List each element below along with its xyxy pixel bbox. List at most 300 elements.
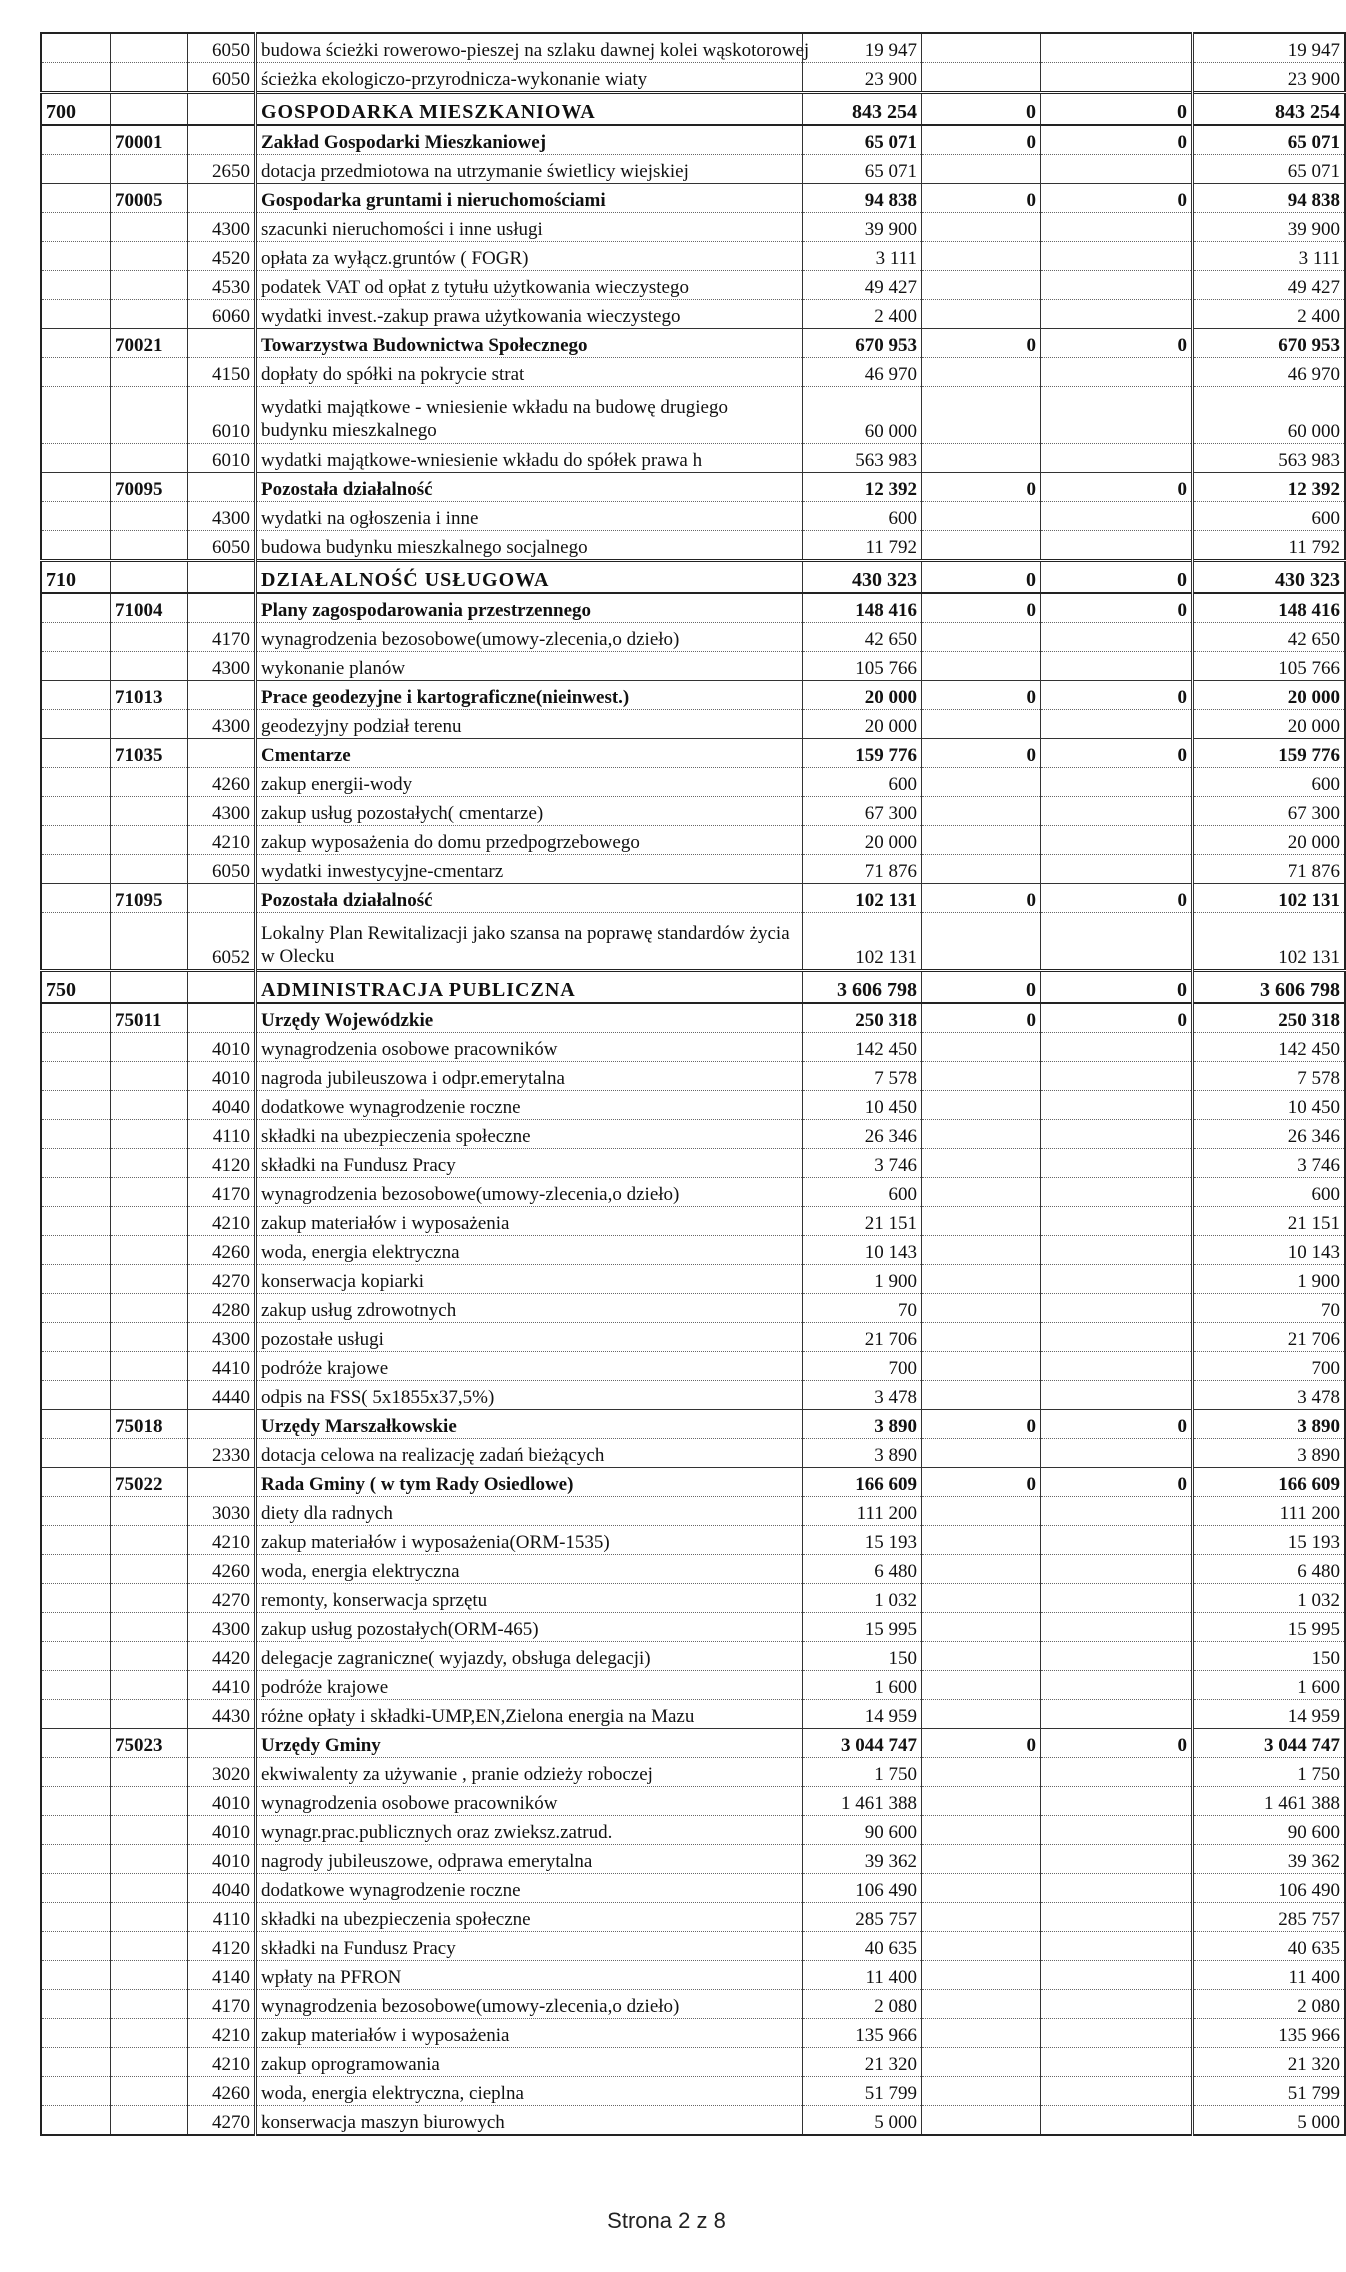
rozdzial-cell bbox=[111, 561, 188, 594]
paragraf-cell: 4270 bbox=[188, 2106, 256, 2136]
rozdzial-cell bbox=[111, 33, 188, 63]
table-row bbox=[41, 1671, 1345, 1700]
change-increase-cell: 0 bbox=[1041, 561, 1193, 594]
amount-after-change-cell: 6 480 bbox=[1193, 1555, 1346, 1584]
rozdzial-cell: 75018 bbox=[111, 1410, 188, 1439]
table-row bbox=[41, 1323, 1345, 1352]
paragraf-cell bbox=[188, 593, 256, 623]
dzial-cell bbox=[41, 358, 111, 387]
amount-after-change-cell: 250 318 bbox=[1193, 1003, 1346, 1033]
table-row bbox=[41, 1700, 1345, 1729]
change-increase-cell bbox=[1041, 1526, 1193, 1555]
table-row bbox=[41, 1903, 1345, 1932]
table-row bbox=[41, 300, 1345, 329]
table-row bbox=[41, 2019, 1345, 2048]
amount-after-change-cell: 11 792 bbox=[1193, 531, 1346, 561]
change-decrease-cell bbox=[922, 1120, 1041, 1149]
change-decrease-cell: 0 bbox=[922, 884, 1041, 913]
amount-after-change-cell: 3 746 bbox=[1193, 1149, 1346, 1178]
change-increase-cell bbox=[1041, 387, 1193, 444]
table-row bbox=[41, 531, 1345, 561]
change-increase-cell: 0 bbox=[1041, 681, 1193, 710]
change-increase-cell: 0 bbox=[1041, 93, 1193, 126]
change-decrease-cell bbox=[922, 1874, 1041, 1903]
amount-after-change-cell: 3 606 798 bbox=[1193, 971, 1346, 1004]
table-row bbox=[41, 1091, 1345, 1120]
plan-amount-cell: 20 000 bbox=[803, 681, 922, 710]
amount-after-change-cell: 71 876 bbox=[1193, 855, 1346, 884]
change-increase-cell bbox=[1041, 1120, 1193, 1149]
rozdzial-cell bbox=[111, 1265, 188, 1294]
dzial-cell bbox=[41, 593, 111, 623]
dzial-cell bbox=[41, 1323, 111, 1352]
rozdzial-cell bbox=[111, 1903, 188, 1932]
amount-after-change-cell: 39 362 bbox=[1193, 1845, 1346, 1874]
plan-amount-cell: 3 044 747 bbox=[803, 1729, 922, 1758]
plan-amount-cell: 2 400 bbox=[803, 300, 922, 329]
rozdzial-cell bbox=[111, 2048, 188, 2077]
change-increase-cell bbox=[1041, 1149, 1193, 1178]
change-decrease-cell bbox=[922, 1555, 1041, 1584]
change-decrease-cell bbox=[922, 63, 1041, 93]
table-row bbox=[41, 1497, 1345, 1526]
table-row bbox=[41, 710, 1345, 739]
amount-after-change-cell: 430 323 bbox=[1193, 561, 1346, 594]
paragraf-cell: 4530 bbox=[188, 271, 256, 300]
amount-after-change-cell: 65 071 bbox=[1193, 125, 1346, 155]
description-cell: konserwacja kopiarki bbox=[256, 1265, 803, 1294]
change-decrease-cell bbox=[922, 1584, 1041, 1613]
table-row bbox=[41, 387, 1345, 444]
rozdzial-cell bbox=[111, 2019, 188, 2048]
paragraf-cell: 4300 bbox=[188, 710, 256, 739]
paragraf-cell: 4260 bbox=[188, 1236, 256, 1265]
change-decrease-cell: 0 bbox=[922, 1003, 1041, 1033]
description-cell: DZIAŁALNOŚĆ USŁUGOWA bbox=[256, 561, 803, 594]
plan-amount-cell: 26 346 bbox=[803, 1120, 922, 1149]
dzial-cell bbox=[41, 913, 111, 971]
paragraf-cell: 4210 bbox=[188, 1207, 256, 1236]
rozdzial-cell bbox=[111, 271, 188, 300]
paragraf-cell: 6050 bbox=[188, 63, 256, 93]
table-row bbox=[41, 1961, 1345, 1990]
rozdzial-cell bbox=[111, 1323, 188, 1352]
change-increase-cell: 0 bbox=[1041, 884, 1193, 913]
paragraf-cell: 3030 bbox=[188, 1497, 256, 1526]
table-row bbox=[41, 1236, 1345, 1265]
table-row bbox=[41, 1381, 1345, 1410]
rozdzial-cell: 71013 bbox=[111, 681, 188, 710]
paragraf-cell: 4210 bbox=[188, 2048, 256, 2077]
plan-amount-cell: 135 966 bbox=[803, 2019, 922, 2048]
plan-amount-cell: 40 635 bbox=[803, 1932, 922, 1961]
change-increase-cell bbox=[1041, 1381, 1193, 1410]
dzial-cell bbox=[41, 242, 111, 271]
rozdzial-cell bbox=[111, 1758, 188, 1787]
paragraf-cell: 4260 bbox=[188, 2077, 256, 2106]
amount-after-change-cell: 700 bbox=[1193, 1352, 1346, 1381]
change-increase-cell bbox=[1041, 63, 1193, 93]
rozdzial-cell bbox=[111, 1816, 188, 1845]
plan-amount-cell: 563 983 bbox=[803, 444, 922, 473]
change-decrease-cell: 0 bbox=[922, 593, 1041, 623]
plan-amount-cell: 60 000 bbox=[803, 387, 922, 444]
description-cell: opłata za wyłącz.gruntów ( FOGR) bbox=[256, 242, 803, 271]
paragraf-cell: 4010 bbox=[188, 1845, 256, 1874]
table-row bbox=[41, 1990, 1345, 2019]
description-cell: wynagrodzenia osobowe pracowników bbox=[256, 1033, 803, 1062]
rozdzial-cell bbox=[111, 93, 188, 126]
change-increase-cell bbox=[1041, 1178, 1193, 1207]
change-increase-cell: 0 bbox=[1041, 125, 1193, 155]
plan-amount-cell: 1 600 bbox=[803, 1671, 922, 1700]
change-increase-cell bbox=[1041, 1236, 1193, 1265]
plan-amount-cell: 3 606 798 bbox=[803, 971, 922, 1004]
description-cell: podatek VAT od opłat z tytułu użytkowania wieczystego bbox=[256, 271, 803, 300]
description-cell: zakup usług pozostałych(ORM-465) bbox=[256, 1613, 803, 1642]
description-cell: budowa budynku mieszkalnego socjalnego bbox=[256, 531, 803, 561]
change-decrease-cell: 0 bbox=[922, 561, 1041, 594]
table-row bbox=[41, 242, 1345, 271]
amount-after-change-cell: 67 300 bbox=[1193, 797, 1346, 826]
description-cell: Rada Gminy ( w tym Rady Osiedlowe) bbox=[256, 1468, 803, 1497]
paragraf-cell: 4300 bbox=[188, 1613, 256, 1642]
plan-amount-cell: 10 143 bbox=[803, 1236, 922, 1265]
plan-amount-cell: 285 757 bbox=[803, 1903, 922, 1932]
table-row bbox=[41, 623, 1345, 652]
chapter-row bbox=[41, 593, 1345, 623]
amount-after-change-cell: 10 450 bbox=[1193, 1091, 1346, 1120]
rozdzial-cell bbox=[111, 1584, 188, 1613]
change-increase-cell bbox=[1041, 271, 1193, 300]
change-increase-cell bbox=[1041, 855, 1193, 884]
plan-amount-cell: 20 000 bbox=[803, 826, 922, 855]
change-decrease-cell bbox=[922, 2106, 1041, 2136]
change-decrease-cell bbox=[922, 1961, 1041, 1990]
rozdzial-cell bbox=[111, 1178, 188, 1207]
dzial-cell bbox=[41, 652, 111, 681]
amount-after-change-cell: 285 757 bbox=[1193, 1903, 1346, 1932]
change-decrease-cell bbox=[922, 502, 1041, 531]
plan-amount-cell: 3 111 bbox=[803, 242, 922, 271]
change-increase-cell: 0 bbox=[1041, 329, 1193, 358]
change-decrease-cell bbox=[922, 652, 1041, 681]
change-increase-cell bbox=[1041, 1555, 1193, 1584]
change-decrease-cell bbox=[922, 1207, 1041, 1236]
change-decrease-cell: 0 bbox=[922, 739, 1041, 768]
description-cell: Plany zagospodarowania przestrzennego bbox=[256, 593, 803, 623]
table-row bbox=[41, 1758, 1345, 1787]
plan-amount-cell: 21 706 bbox=[803, 1323, 922, 1352]
change-decrease-cell bbox=[922, 710, 1041, 739]
rozdzial-cell bbox=[111, 971, 188, 1004]
change-decrease-cell bbox=[922, 271, 1041, 300]
table-row bbox=[41, 797, 1345, 826]
table-row bbox=[41, 358, 1345, 387]
dzial-cell: 700 bbox=[41, 93, 111, 126]
dzial-cell: 710 bbox=[41, 561, 111, 594]
description-cell: GOSPODARKA MIESZKANIOWA bbox=[256, 93, 803, 126]
dzial-cell bbox=[41, 1526, 111, 1555]
change-increase-cell bbox=[1041, 213, 1193, 242]
rozdzial-cell bbox=[111, 1961, 188, 1990]
description-cell: remonty, konserwacja sprzętu bbox=[256, 1584, 803, 1613]
description-cell: zakup usług pozostałych( cmentarze) bbox=[256, 797, 803, 826]
rozdzial-cell: 70001 bbox=[111, 125, 188, 155]
rozdzial-cell bbox=[111, 1555, 188, 1584]
page-number-label: Strona 2 z 8 bbox=[607, 2208, 726, 2233]
paragraf-cell: 4010 bbox=[188, 1033, 256, 1062]
paragraf-cell: 4010 bbox=[188, 1816, 256, 1845]
plan-amount-cell: 1 461 388 bbox=[803, 1787, 922, 1816]
change-increase-cell bbox=[1041, 1439, 1193, 1468]
rozdzial-cell bbox=[111, 826, 188, 855]
description-cell: dodatkowe wynagrodzenie roczne bbox=[256, 1091, 803, 1120]
table-row bbox=[41, 1642, 1345, 1671]
plan-amount-cell: 670 953 bbox=[803, 329, 922, 358]
paragraf-cell: 4300 bbox=[188, 797, 256, 826]
description-cell: szacunki nieruchomości i inne usługi bbox=[256, 213, 803, 242]
rozdzial-cell bbox=[111, 387, 188, 444]
paragraf-cell: 6010 bbox=[188, 387, 256, 444]
amount-after-change-cell: 7 578 bbox=[1193, 1062, 1346, 1091]
dzial-cell bbox=[41, 1265, 111, 1294]
chapter-row bbox=[41, 884, 1345, 913]
table-row bbox=[41, 1439, 1345, 1468]
rozdzial-cell bbox=[111, 1613, 188, 1642]
dzial-cell bbox=[41, 1932, 111, 1961]
table-row bbox=[41, 1526, 1345, 1555]
amount-after-change-cell: 40 635 bbox=[1193, 1932, 1346, 1961]
description-cell: konserwacja maszyn biurowych bbox=[256, 2106, 803, 2136]
rozdzial-cell bbox=[111, 1874, 188, 1903]
change-decrease-cell: 0 bbox=[922, 125, 1041, 155]
amount-after-change-cell: 2 080 bbox=[1193, 1990, 1346, 2019]
dzial-cell bbox=[41, 1381, 111, 1410]
plan-amount-cell: 430 323 bbox=[803, 561, 922, 594]
dzial-cell bbox=[41, 623, 111, 652]
rozdzial-cell bbox=[111, 242, 188, 271]
change-decrease-cell bbox=[922, 1526, 1041, 1555]
change-decrease-cell bbox=[922, 1932, 1041, 1961]
change-decrease-cell bbox=[922, 1497, 1041, 1526]
table-row bbox=[41, 855, 1345, 884]
change-increase-cell bbox=[1041, 1961, 1193, 1990]
plan-amount-cell: 142 450 bbox=[803, 1033, 922, 1062]
dzial-cell bbox=[41, 387, 111, 444]
table-row bbox=[41, 1816, 1345, 1845]
change-decrease-cell bbox=[922, 1990, 1041, 2019]
change-decrease-cell bbox=[922, 300, 1041, 329]
description-cell: wykonanie planów bbox=[256, 652, 803, 681]
paragraf-cell: 6060 bbox=[188, 300, 256, 329]
description-cell: woda, energia elektryczna bbox=[256, 1555, 803, 1584]
description-cell: ekwiwalenty za używanie , pranie odzieży roboczej bbox=[256, 1758, 803, 1787]
amount-after-change-cell: 148 416 bbox=[1193, 593, 1346, 623]
change-increase-cell bbox=[1041, 2106, 1193, 2136]
plan-amount-cell: 148 416 bbox=[803, 593, 922, 623]
paragraf-cell: 4440 bbox=[188, 1381, 256, 1410]
description-cell: składki na ubezpieczenia społeczne bbox=[256, 1903, 803, 1932]
rozdzial-cell: 75011 bbox=[111, 1003, 188, 1033]
paragraf-cell bbox=[188, 1003, 256, 1033]
change-decrease-cell bbox=[922, 2019, 1041, 2048]
amount-after-change-cell: 90 600 bbox=[1193, 1816, 1346, 1845]
change-decrease-cell bbox=[922, 1033, 1041, 1062]
change-increase-cell bbox=[1041, 1584, 1193, 1613]
plan-amount-cell: 843 254 bbox=[803, 93, 922, 126]
dzial-cell bbox=[41, 300, 111, 329]
change-decrease-cell bbox=[922, 623, 1041, 652]
rozdzial-cell bbox=[111, 531, 188, 561]
table-row bbox=[41, 768, 1345, 797]
rozdzial-cell: 75022 bbox=[111, 1468, 188, 1497]
description-cell: zakup materiałów i wyposażenia(ORM-1535) bbox=[256, 1526, 803, 1555]
description-cell: wydatki majątkowe - wniesienie wkładu na budowę drugiego budynku mieszkalnego bbox=[256, 387, 803, 444]
dzial-cell bbox=[41, 1961, 111, 1990]
change-increase-cell bbox=[1041, 1323, 1193, 1352]
plan-amount-cell: 600 bbox=[803, 1178, 922, 1207]
change-increase-cell bbox=[1041, 1642, 1193, 1671]
chapter-row bbox=[41, 1729, 1345, 1758]
dzial-cell bbox=[41, 502, 111, 531]
table-row bbox=[41, 1149, 1345, 1178]
plan-amount-cell: 46 970 bbox=[803, 358, 922, 387]
change-decrease-cell bbox=[922, 444, 1041, 473]
plan-amount-cell: 15 193 bbox=[803, 1526, 922, 1555]
rozdzial-cell bbox=[111, 1497, 188, 1526]
dzial-cell bbox=[41, 1149, 111, 1178]
amount-after-change-cell: 51 799 bbox=[1193, 2077, 1346, 2106]
change-increase-cell: 0 bbox=[1041, 739, 1193, 768]
paragraf-cell bbox=[188, 1410, 256, 1439]
description-cell: zakup energii-wody bbox=[256, 768, 803, 797]
change-decrease-cell bbox=[922, 213, 1041, 242]
table-row bbox=[41, 1787, 1345, 1816]
chapter-row bbox=[41, 473, 1345, 502]
paragraf-cell: 4260 bbox=[188, 1555, 256, 1584]
dzial-cell bbox=[41, 884, 111, 913]
plan-amount-cell: 3 478 bbox=[803, 1381, 922, 1410]
amount-after-change-cell: 102 131 bbox=[1193, 913, 1346, 971]
change-increase-cell bbox=[1041, 444, 1193, 473]
change-increase-cell bbox=[1041, 797, 1193, 826]
change-decrease-cell: 0 bbox=[922, 681, 1041, 710]
paragraf-cell bbox=[188, 884, 256, 913]
section-row bbox=[41, 93, 1345, 126]
amount-after-change-cell: 3 890 bbox=[1193, 1439, 1346, 1468]
plan-amount-cell: 150 bbox=[803, 1642, 922, 1671]
amount-after-change-cell: 3 044 747 bbox=[1193, 1729, 1346, 1758]
amount-after-change-cell: 1 750 bbox=[1193, 1758, 1346, 1787]
dzial-cell bbox=[41, 1584, 111, 1613]
change-increase-cell bbox=[1041, 710, 1193, 739]
description-cell: Cmentarze bbox=[256, 739, 803, 768]
change-increase-cell bbox=[1041, 2048, 1193, 2077]
table-row bbox=[41, 1033, 1345, 1062]
table-row bbox=[41, 1120, 1345, 1149]
dzial-cell bbox=[41, 1410, 111, 1439]
rozdzial-cell bbox=[111, 710, 188, 739]
table-row bbox=[41, 1845, 1345, 1874]
change-increase-cell bbox=[1041, 623, 1193, 652]
paragraf-cell: 6052 bbox=[188, 913, 256, 971]
paragraf-cell bbox=[188, 739, 256, 768]
change-decrease-cell bbox=[922, 1149, 1041, 1178]
rozdzial-cell bbox=[111, 2106, 188, 2136]
description-cell: Gospodarka gruntami i nieruchomościami bbox=[256, 184, 803, 213]
amount-after-change-cell: 15 193 bbox=[1193, 1526, 1346, 1555]
paragraf-cell: 4120 bbox=[188, 1932, 256, 1961]
rozdzial-cell bbox=[111, 1033, 188, 1062]
paragraf-cell: 4260 bbox=[188, 768, 256, 797]
table-row bbox=[41, 2077, 1345, 2106]
dzial-cell bbox=[41, 271, 111, 300]
change-decrease-cell: 0 bbox=[922, 1410, 1041, 1439]
change-increase-cell: 0 bbox=[1041, 473, 1193, 502]
dzial-cell bbox=[41, 33, 111, 63]
change-increase-cell: 0 bbox=[1041, 593, 1193, 623]
description-cell: ścieżka ekologiczo-przyrodnicza-wykonanie wiaty bbox=[256, 63, 803, 93]
amount-after-change-cell: 70 bbox=[1193, 1294, 1346, 1323]
plan-amount-cell: 67 300 bbox=[803, 797, 922, 826]
change-decrease-cell bbox=[922, 387, 1041, 444]
description-cell: nagroda jubileuszowa i odpr.emerytalna bbox=[256, 1062, 803, 1091]
dzial-cell bbox=[41, 444, 111, 473]
description-cell: pozostałe usługi bbox=[256, 1323, 803, 1352]
amount-after-change-cell: 12 392 bbox=[1193, 473, 1346, 502]
change-decrease-cell bbox=[922, 1062, 1041, 1091]
plan-amount-cell: 700 bbox=[803, 1352, 922, 1381]
table-row bbox=[41, 1584, 1345, 1613]
description-cell: składki na Fundusz Pracy bbox=[256, 1932, 803, 1961]
paragraf-cell: 4040 bbox=[188, 1091, 256, 1120]
amount-after-change-cell: 150 bbox=[1193, 1642, 1346, 1671]
description-cell: Lokalny Plan Rewitalizacji jako szansa na poprawę standardów życia w Olecku bbox=[256, 913, 803, 971]
change-increase-cell bbox=[1041, 33, 1193, 63]
change-decrease-cell bbox=[922, 1787, 1041, 1816]
rozdzial-cell bbox=[111, 1845, 188, 1874]
plan-amount-cell: 106 490 bbox=[803, 1874, 922, 1903]
table-row bbox=[41, 33, 1345, 63]
change-increase-cell bbox=[1041, 1671, 1193, 1700]
plan-amount-cell: 6 480 bbox=[803, 1555, 922, 1584]
amount-after-change-cell: 46 970 bbox=[1193, 358, 1346, 387]
rozdzial-cell bbox=[111, 63, 188, 93]
amount-after-change-cell: 94 838 bbox=[1193, 184, 1346, 213]
paragraf-cell bbox=[188, 93, 256, 126]
rozdzial-cell: 71095 bbox=[111, 884, 188, 913]
table-row bbox=[41, 1613, 1345, 1642]
paragraf-cell: 6050 bbox=[188, 531, 256, 561]
amount-after-change-cell: 20 000 bbox=[1193, 710, 1346, 739]
rozdzial-cell: 70021 bbox=[111, 329, 188, 358]
description-cell: składki na Fundusz Pracy bbox=[256, 1149, 803, 1178]
dzial-cell bbox=[41, 1120, 111, 1149]
change-decrease-cell: 0 bbox=[922, 1729, 1041, 1758]
paragraf-cell: 4210 bbox=[188, 826, 256, 855]
change-increase-cell: 0 bbox=[1041, 1729, 1193, 1758]
plan-amount-cell: 102 131 bbox=[803, 913, 922, 971]
change-increase-cell bbox=[1041, 300, 1193, 329]
change-increase-cell bbox=[1041, 826, 1193, 855]
paragraf-cell: 4110 bbox=[188, 1120, 256, 1149]
rozdzial-cell: 75023 bbox=[111, 1729, 188, 1758]
change-decrease-cell: 0 bbox=[922, 184, 1041, 213]
dzial-cell bbox=[41, 1845, 111, 1874]
table-row bbox=[41, 63, 1345, 93]
dzial-cell bbox=[41, 1613, 111, 1642]
